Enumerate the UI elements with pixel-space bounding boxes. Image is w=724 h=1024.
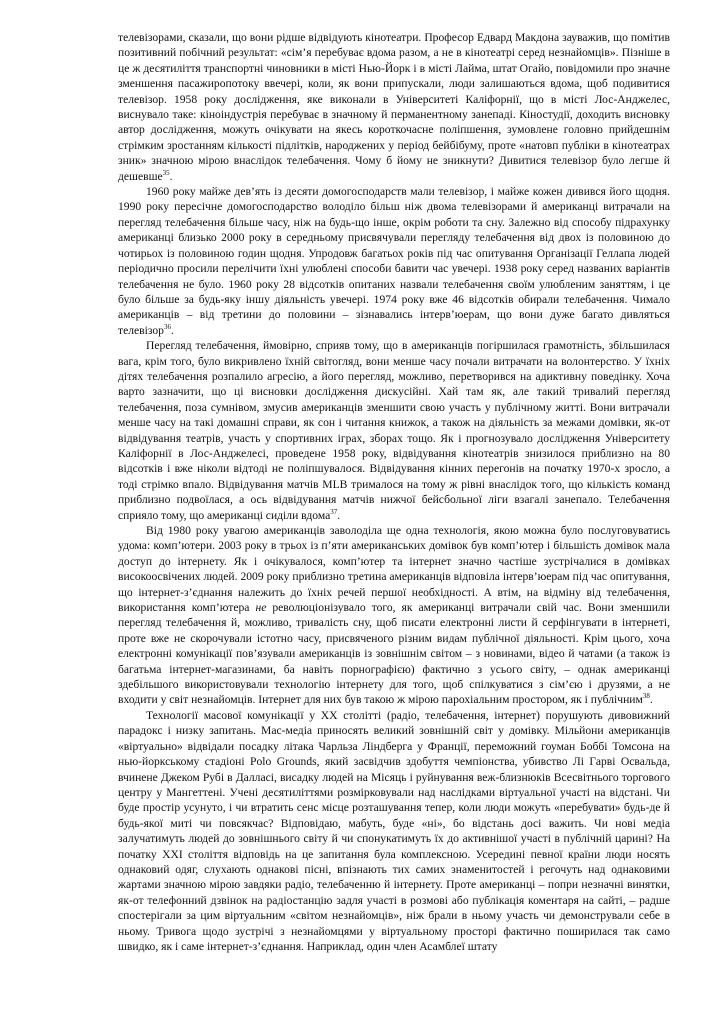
paragraph-text: Перегляд телебачення, ймовірно, сприяв тому, що в американців погіршилася грамотність, збільшилася вага, крім того, було викривлено їхній світогляд, вони менше часу почали витрачати на волонтерство. У їхніх дітях телебачення розпалило агресію, а його перегляд, можливо, перетворився на адиктивну поведінку. Хоча варто зазначити, що ці висновки дослідження дискусійні. Хай там як, але такий тривалий перегляд телебачення, поза сумнівом, змусив американців зменшити свою участь у публічному житті. Вони витрачали менше часу на такі домашні справи, як сон і читання книжок, а також на діяльність за межами домівки, як-от відвідування театрів, участь у спортивних іграх, зборах тощо. Як і прогнозувало дослідження Університету Каліфорнії в Лос-Анджелесі, проведене 1958 року, відвідування кінотеатрів знизилося приблизно на 80 відсотків і вже ніколи відтоді не поліпшувалося. Відвідування кінних перегонів на початку 1970-х зросло, а тоді стрімко впало. Відвідування матчів MLB трималося на тому ж рівні внаслідок того, що кількість команд приблизно подвоїлася, а ось відвідування матчів нижчої бейсбольної ліги взагалі занепало. Телебачення сприяло тому, що американці сиділи вдома [118,339,670,522]
paragraph-text: Від 1980 року увагою американців заволоділа ще одна технологія, якою можна було послуговуватись удома: комп’ютери. 2003 року в трьох із п’яти американських домівок був комп’ютер і більшість домівок мала доступ до інтернету. Як і очікувалося, комп’ютер та інтернет значно частіше зустрічалися в домівках високоосвічених людей. 2009 року приблизно третина американців відповіла інтерв’юерам під час опитування, що інтернет-з’єднання належить до їхніх речей першої необхідності. А втім, на відміну від телебачення, використання комп’ютера [118,524,670,615]
paragraph-text: Технології масової комунікації у ХХ столітті (радіо, телебачення, інтернет) порушують дивовижний парадокс і низку запитань. Мас-медіа приносять великий зовнішній світ у домівку. Мільйони американців «віртуально» відвідали посадку літака Чарльза Ліндберга у Франції, переможний гоуман Боббі Томсона на нью-йоркському стадіоні Polo Grounds, який засвідчив здобуття чемпіонства, убивство Лі Гарві Освальда, вчинене Джеком Рубі в Далласі, висадку людей на Місяць і руйнування веж-близнюків Всесвітнього торгового центру у Мангеттені. Учені десятиліттями розмірковували над наслідками віртуальної участі на відстані. Чи буде простір усунуто, і чи втратить сенс місце розташування тепер, коли люди можуть «перебувати» будь-де й будь-якої миті чи повсякчас? Відповідаю, мабуть, буде «ні», бо відстань досі важить. Чи нові медіа залучатимуть людей до зовнішнього світу й чи спонукатимуть їх до активнішої участі в публічній царині? На початку ХХІ століття відповідь на це запитання була комплексною. Усередині певної країни люди носять однаковий одяг, слухають однакові пісні, впізнають тих самих знаменитостей і регочуть над однаковими жартами значною мірою завдяки радіо, телебаченню й інтернету. Проте американці – попри незначні винятки, як-от телефонний дзвінок на радіостанцію задля участі в розмові або публікація коментаря на сайті, – радше спостерігали за цим віртуальним «світом незнайомців», ніж брали в ньому участь чи демонстрували себе в ньому. Тривога щодо зустрічі з незнайомцями у віртуальному просторі фактично поширилася так само швидко, як і саме інтернет-з’єднання. Наприклад, один член Асамблеї штату [118,708,670,953]
footnote-ref: 35 [162,168,170,177]
paragraph-text: . [169,169,173,183]
paragraph-text: . [337,508,341,522]
paragraph [118,523,670,708]
paragraph-text: революціонізувало того, як американці витрачали свій час. Вони зменшили перегляд телебачення й, можливо, тривалість сну, щоб писати електронні листи й серфінгувати в інтернеті, проте вже не скорочували істотно часу, присвяченого різним видам публічної діяльності. Крім цього, хоча електронні комунікації пов’язували американців із зовнішнім світом – з новинами, відео й чатами (а також із багатьма інтернет-магазинами, ба навіть порнографією) фактично з усього світу, – однак американці здебільшого використовували технологію інтернету для того, щоб спілкуватися з сім’єю і друзями, а не входити у світ незнайомців. Інтернет для них був такою ж мірою парохіальним простором, як і публічним [118,601,670,707]
paragraph-text: 1960 року майже дев’ять із десяти домогосподарств мали телевізор, і майже кожен дивився його щодня. 1990 року пересічне домогосподарство володіло більш ніж двома телевізорами й американці витрачали на перегляд телебачення більше часу, ніж на будь-що інше, окрім роботи та сну. Залежно від способу підрахунку американці близько 2000 року в середньому присвячували перегляду телебачення від двох із половиною до чотирьох із половиною годин щодня. Упродовж багатьох років під час опитування Організації Геллапа людей періодично просили перелічити їхні улюблені способи бавити час увечері. 1938 року серед названих варіантів телебачення не було. 1960 року 28 відсотків опитаних назвали телебачення своїм улюбленим заняттям, і це було більше за будь-яку іншу діяльність увечері. 1974 року вже 46 відсотків обирали телебачення. Чимало американців – від третини до половини – зізнавались інтерв’юерам, що вони дуже багато дивляться телевізор [118,185,670,337]
paragraph [118,30,670,184]
footnote-ref: 38 [642,692,650,701]
paragraph-text: телевізорами, сказали, що вони рідше відвідують кінотеатри. Професор Едвард Макдона зауважив, що помітив позитивний побічний результат: «сім’я перебуває вдома разом, а не в кінотеатрі серед незнайомців». Пізніше в це ж десятиліття транспортні чиновники в місті Нью-Йорк і в місті Лайма, штат Огайо, повідомили про значне зменшення пасажиропотоку ввечері, коли, як вони припускали, люди залишаються вдома, щоб подивитися телевізор. 1958 року дослідження, яке виконали в Університеті Каліфорнії, що в місті Лос-Анджелес, виснувало таке: кіноіндустрія перебуває в значному й перманентному занепаді. Кіностудії, доходить висновку автор дослідження, можуть очікувати на якесь короткочасне поліпшення, зумовлене головно прийдешнім стрімким зростанням кількості підлітків, народжених у період бейбібуму, проте «натовп публіки в кінотеатрах зник» значною мірою внаслідок телебачення. Чому б йому не зникнути? Дивитися телевізор було легше й дешевше [118,31,670,183]
paragraph-text: . [170,323,174,337]
paragraph [118,338,670,523]
footnote-ref: 36 [163,322,171,331]
paragraph-text: . [649,693,653,707]
paragraph [118,184,670,338]
page-body-text [118,30,670,954]
emphasis-text: не [255,601,267,615]
paragraph [118,708,670,955]
footnote-ref: 37 [330,507,338,516]
